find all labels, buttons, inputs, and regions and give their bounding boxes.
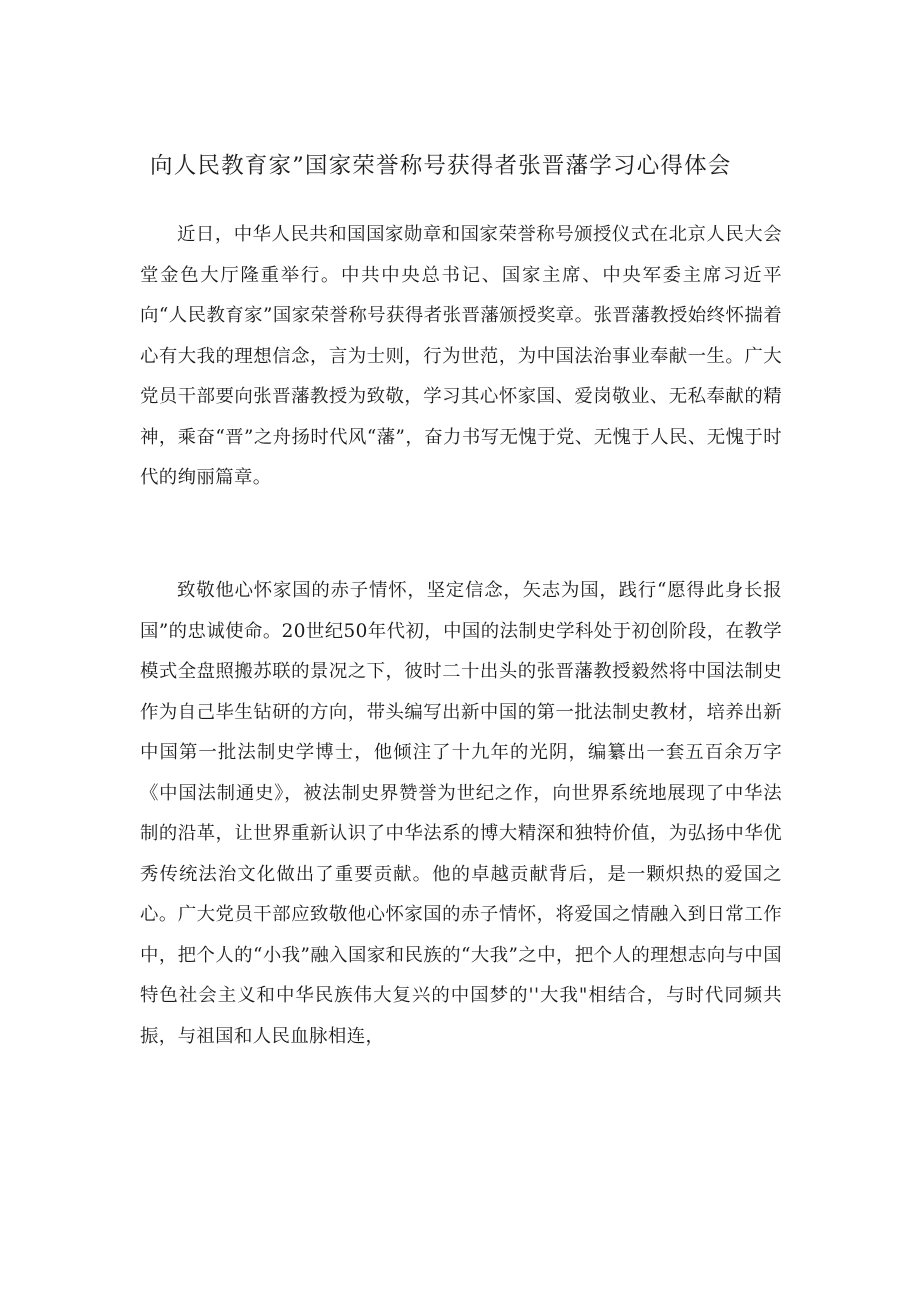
document-title: 向人民教育家”国家荣誉称号获得者张晋藩学习心得体会 — [150, 153, 732, 179]
paragraph-2: 致敬他心怀家国的赤子情怀，坚定信念，矢志为国，践行“愿得此身长报国”的忠诚使命。20世纪50年代初，中国的法制史学科处于初创阶段，在教学模式全盘照搬苏联的景况之下，彼时二十出头的张晋藩教授毅然将中国法制史作为自己毕生钻研的方向，带头编写出新中国的第一批法制史教材，培养出新中国第一批法制史学博士，他倾注了十九年的光阴，编纂出一套五百余万字《中国法制通史》，被法制史界赞誉为世纪之作，向世界系统地展现了中华法制的沿革，让世界重新认识了中华法系的博大精深和独特价值，为弘扬中华优秀传统法治文化做出了重要贡献。他的卓越贡献背后，是一颗炽热的爱国之心。广大党员干部应致敬他心怀家国的赤子情怀，将爱国之情融入到日常工作中，把个人的“小我”融入国家和民族的“大我”之中，把个人的理想志向与中国特色社会主义和中华民族伟大复兴的中国梦的''大我"相结合，与时代同频共振，与祖国和人民血脉相连， — [140, 580, 782, 1047]
paragraph-1: 近日，中华人民共和国国家勋章和国家荣誉称号颁授仪式在北京人民大会堂金色大厅隆重举行。中共中央总书记、国家主席、中央军委主席习近平向“人民教育家”国家荣誉称号获得者张晋藩颁授奖章。张晋藩教授始终怀揣着心有大我的理想信念，言为士则，行为世范，为中国法治事业奉献一生。广大党员干部要向张晋藩教授为致敬，学习其心怀家国、爱岗敬业、无私奉献的精神，乘奋“晋”之舟扬时代风“藩”，奋力书写无愧于党、无愧于人民、无愧于时代的绚丽篇章。 — [140, 224, 782, 488]
